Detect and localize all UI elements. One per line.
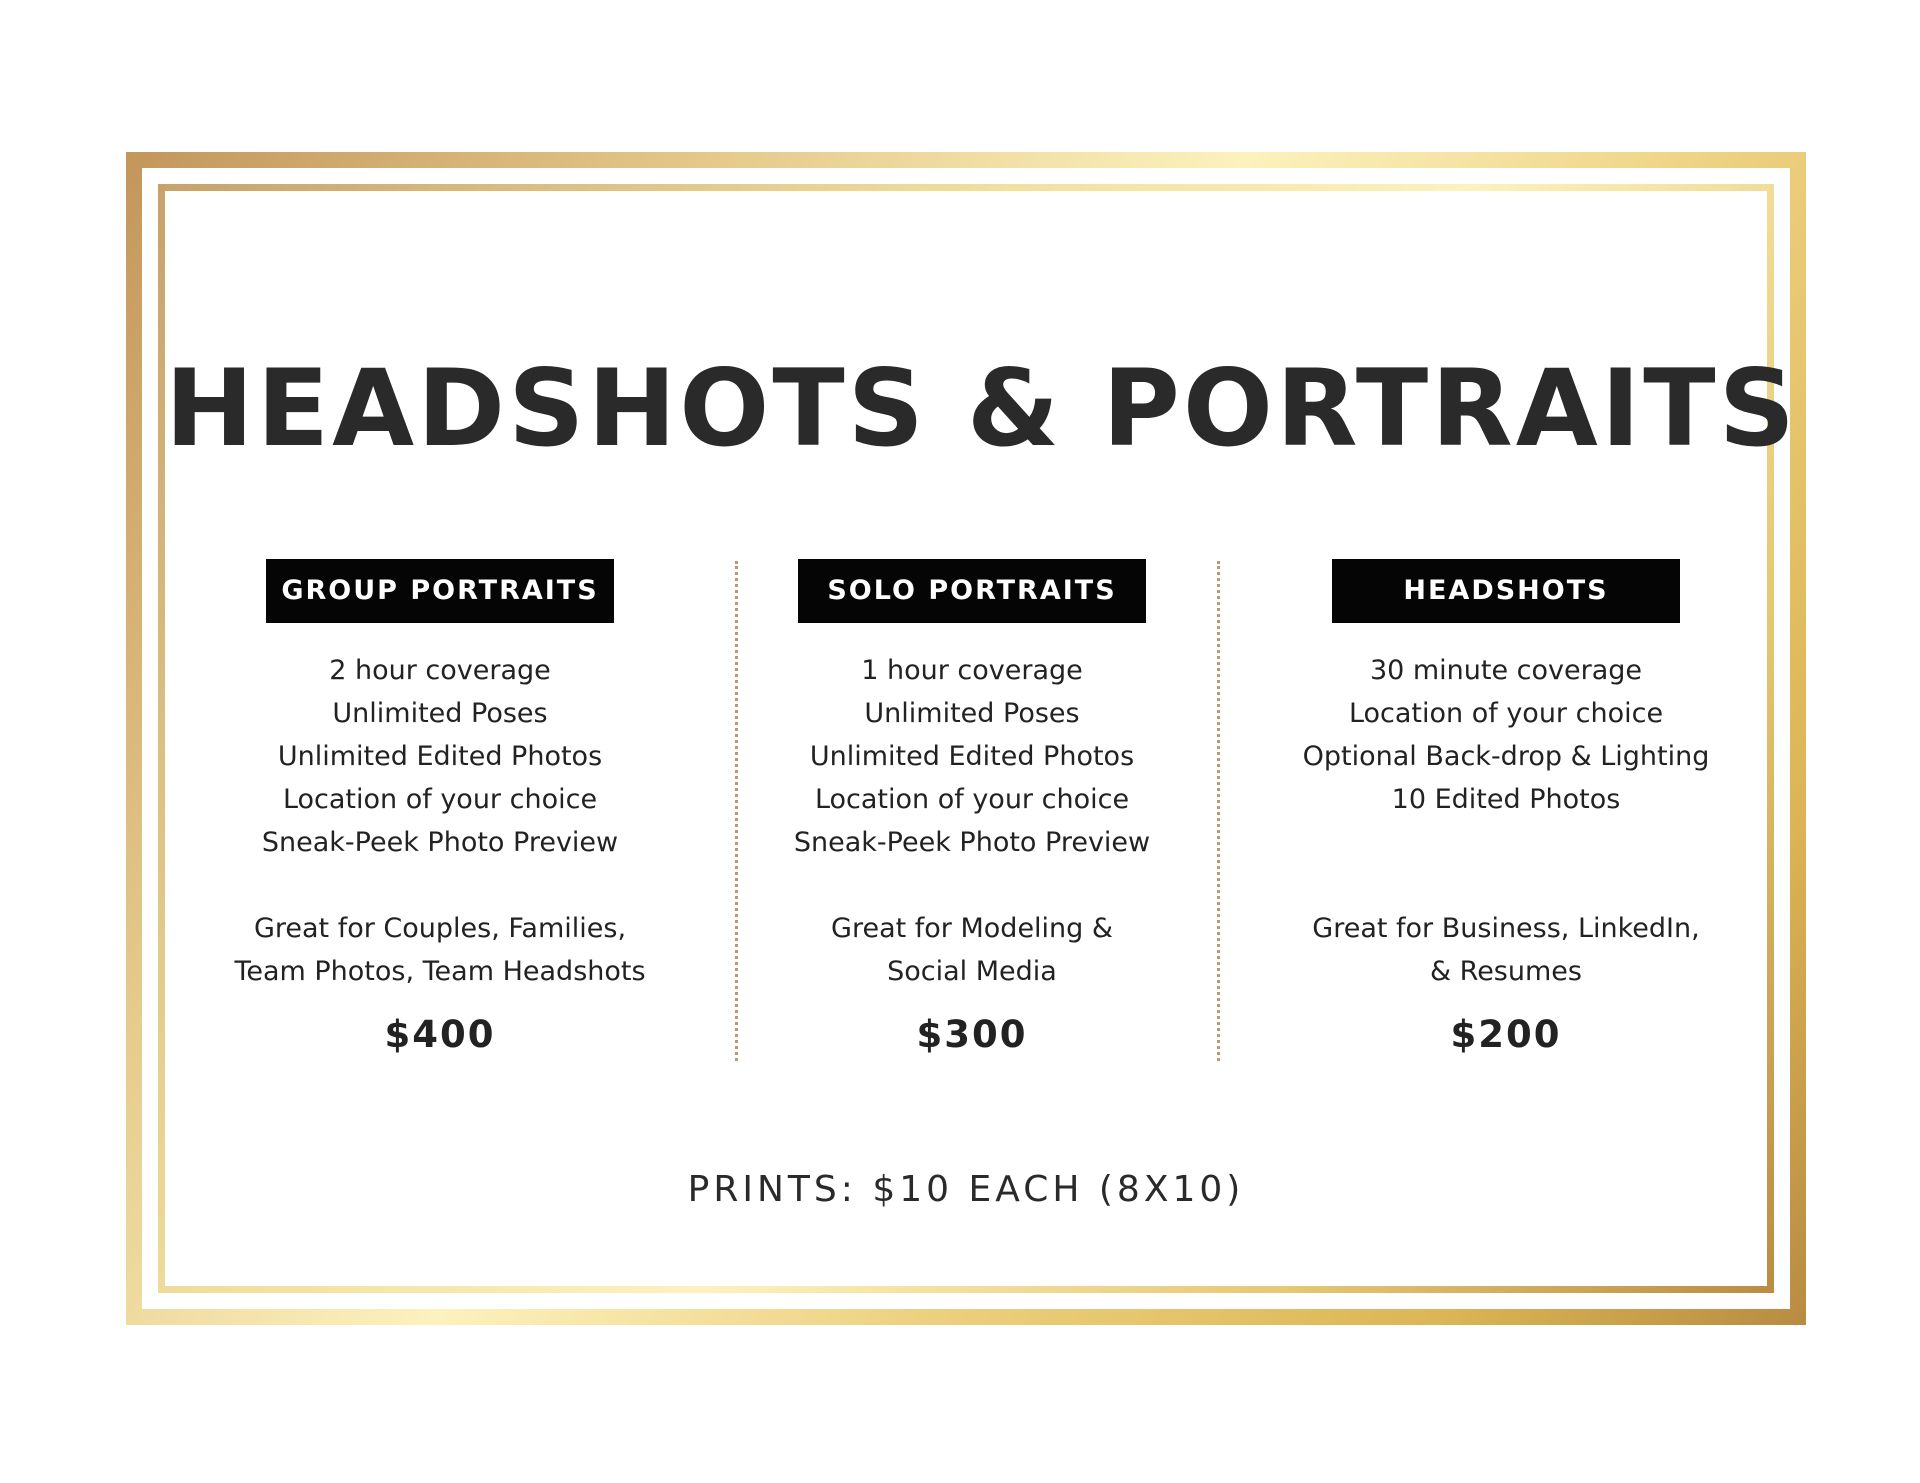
package-note <box>712 907 1232 993</box>
feature-item: Unlimited Poses <box>864 698 1080 729</box>
package-name-badge: GROUP PORTRAITS <box>266 559 614 623</box>
note-line: & Resumes <box>1430 956 1582 987</box>
note-line: Great for Modeling & <box>831 913 1113 944</box>
feature-item: Unlimited Poses <box>332 698 548 729</box>
package-price: $300 <box>916 1013 1028 1056</box>
note-line: Social Media <box>887 956 1057 987</box>
package-price: $400 <box>384 1013 496 1056</box>
package-note <box>180 907 700 993</box>
note-line: Great for Business, LinkedIn, <box>1312 913 1700 944</box>
package-name-badge: SOLO PORTRAITS <box>798 559 1146 623</box>
feature-item: Sneak-Peek Photo Preview <box>261 827 619 858</box>
package-group-portraits <box>180 559 700 1056</box>
gold-frame-inner <box>158 184 1798 1293</box>
feature-item: Unlimited Edited Photos <box>809 741 1135 772</box>
prints-pricing: PRINTS: $10 EACH (8X10) <box>687 1169 1245 1210</box>
package-solo-portraits <box>712 559 1232 1056</box>
note-line: Great for Couples, Families, <box>253 913 627 944</box>
feature-item: Location of your choice <box>282 784 598 815</box>
note-line: Team Photos, Team Headshots <box>234 956 646 987</box>
feature-item: 30 minute coverage <box>1369 655 1643 686</box>
gold-frame-outer <box>126 152 1806 1325</box>
feature-list <box>1246 649 1766 864</box>
feature-item: Location of your choice <box>814 784 1130 815</box>
feature-item: Optional Back-drop & Lighting <box>1302 741 1710 772</box>
package-headshots <box>1246 559 1766 1056</box>
feature-item: Sneak-Peek Photo Preview <box>793 827 1151 858</box>
feature-item: Unlimited Edited Photos <box>277 741 603 772</box>
feature-item: 10 Edited Photos <box>1391 784 1621 815</box>
frame-spacer <box>142 168 1798 1309</box>
feature-item: 1 hour coverage <box>861 655 1083 686</box>
feature-item: Location of your choice <box>1348 698 1664 729</box>
feature-list <box>180 649 700 864</box>
page-title: HEADSHOTS & PORTRAITS <box>165 347 1798 470</box>
feature-item: 2 hour coverage <box>329 655 551 686</box>
price-list-card <box>165 191 1798 1286</box>
column-divider <box>1217 561 1220 1061</box>
package-name-badge: HEADSHOTS <box>1332 559 1680 623</box>
package-price: $200 <box>1450 1013 1562 1056</box>
package-note <box>1246 907 1766 993</box>
feature-list <box>712 649 1232 864</box>
